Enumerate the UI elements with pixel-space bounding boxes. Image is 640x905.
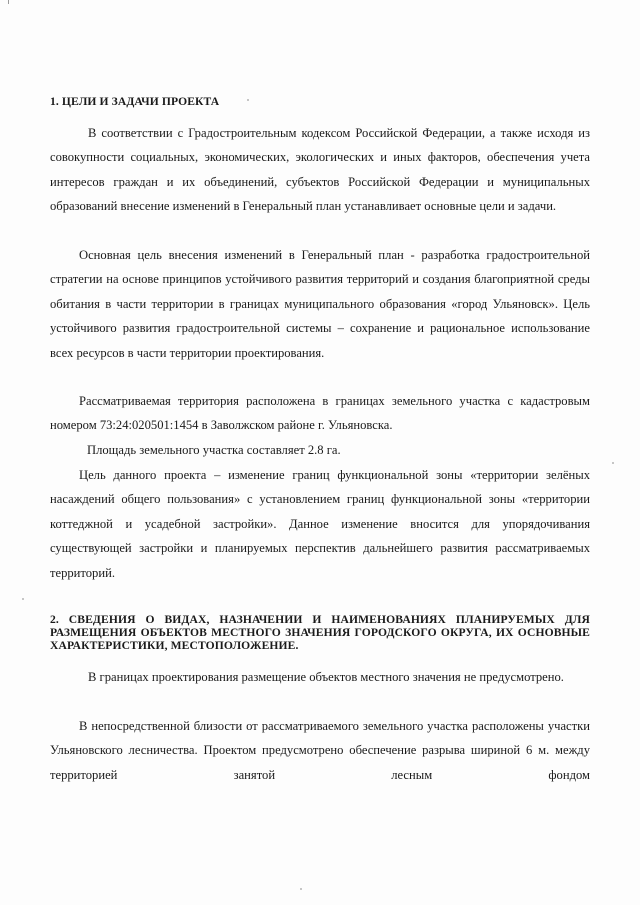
section-1-heading: 1. ЦЕЛИ И ЗАДАЧИ ПРОЕКТА — [50, 95, 220, 108]
section-1-paragraph-2: Основная цель внесения изменений в Генеральный план - разработка градостроительной стратегии на основе принципов устойчивого развития территорий и создания благоприятной среды обитания в части территории в границах муниципального образования «город Ульяновск». Цель устойчивого развития градостроительной системы – сохранение и рациональное использование всех ресурсов в части территории проектирования. — [50, 248, 590, 360]
scan-speck — [22, 598, 24, 600]
section-1-paragraph-5: Цель данного проекта – изменение границ функциональной зоны «территории зелёных насаждений общего пользования» с установлением границ функциональной зоны «территории коттеджной и усадебной застройки». Данное изменение вносится для упорядочивания существующей застройки и планируемых перспектив дальнейшего развития рассматриваемых территорий. — [50, 468, 590, 580]
scan-speck — [300, 888, 302, 890]
scan-speck — [612, 462, 614, 464]
scan-artifact — [8, 0, 9, 4]
section-1-paragraph-3: Рассматриваемая территория расположена в границах земельного участка с кадастровым номером 73:24:020501:1454 в Заволжском районе г. Ульяновска. — [50, 394, 590, 433]
scan-speck — [247, 99, 249, 101]
section-2-heading: 2. СВЕДЕНИЯ О ВИДАХ, НАЗНАЧЕНИИ И НАИМЕНОВАНИЯХ ПЛАНИРУЕМЫХ ДЛЯ РАЗМЕЩЕНИЯ ОБЪЕКТОВ МЕСТНОГО ЗНАЧЕНИЯ ГОРОДСКОГО ОКРУГА, ИХ ОСНОВНЫЕ ХАРАКТЕРИСТИКИ, МЕСТОПОЛОЖЕНИЕ. — [50, 613, 590, 652]
section-2-paragraph-1: В границах проектирования размещение объектов местного значения не предусмотрено. — [88, 670, 564, 684]
section-2-paragraph-2: В непосредственной близости от рассматриваемого земельного участка расположены участки Ульяновского лесничества. Проектом предусмотрено обеспечение разрыва шириной 6 м. между территорией занятой лесным фондом — [50, 719, 590, 782]
section-1-paragraph-4: Площадь земельного участка составляет 2.8 га. — [87, 443, 341, 457]
section-1-paragraph-1: В соответствии с Градостроительным кодексом Российской Федерации, а также исходя из совокупности социальных, экономических, экологических и иных факторов, обеспечения учета интересов граждан и их объединений, субъектов Российской Федерации и муниципальных образований внесение изменений в Генеральный план устанавливает основные цели и задачи. — [50, 126, 590, 214]
